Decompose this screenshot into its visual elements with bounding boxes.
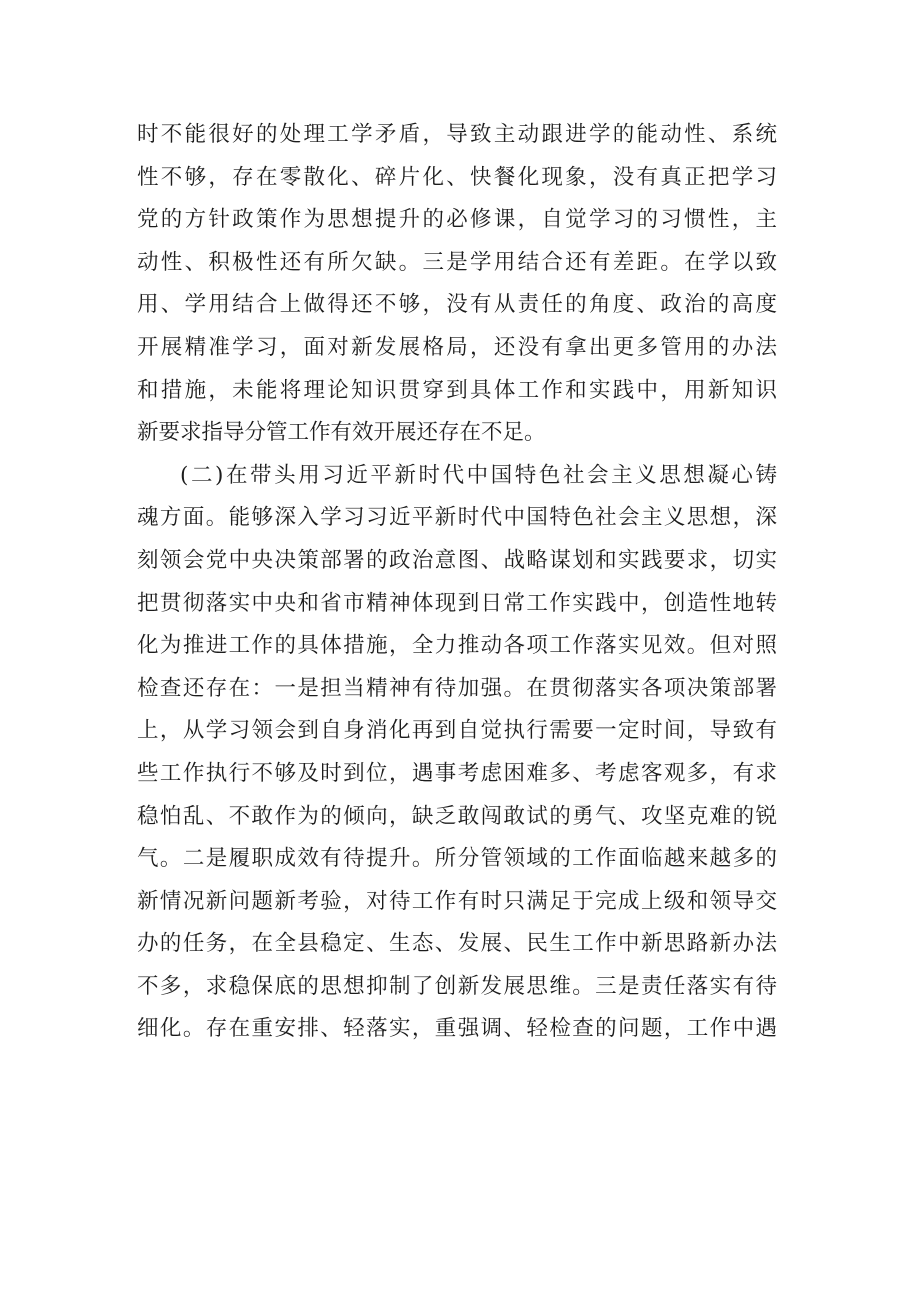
- text-line: 用、学用结合上做得还不够，没有从责任的角度、政治的高度: [137, 292, 777, 318]
- text-line: 稳怕乱、不敢作为的倾向，缺乏敢闯敢试的勇气、攻坚克难的锐: [137, 803, 777, 829]
- text-line: 把贯彻落实中央和省市精神体现到日常工作实践中，创造性地转: [137, 590, 777, 616]
- text-line: 化为推进工作的具体措施，全力推动各项工作落实见效。但对照: [137, 633, 777, 659]
- text-line: 动性、积极性还有所欠缺。三是学用结合还有差距。在学以致: [137, 249, 777, 275]
- text-line: 办的任务，在全县稳定、生态、发展、民生工作中新思路新办法: [137, 931, 777, 957]
- text-line: 细化。存在重安排、轻落实，重强调、轻检查的问题，工作中遇: [137, 1016, 777, 1042]
- text-line: 检查还存在：一是担当精神有待加强。在贯彻落实各项决策部署: [137, 675, 777, 701]
- text-line: 开展精准学习，面对新发展格局，还没有拿出更多管用的办法: [137, 334, 777, 360]
- text-line: 性不够，存在零散化、碎片化、快餐化现象，没有真正把学习: [137, 164, 777, 190]
- text-line: 上，从学习领会到自身消化再到自觉执行需要一定时间，导致有: [137, 718, 777, 744]
- text-line: 党的方针政策作为思想提升的必修课，自觉学习的习惯性，主: [137, 207, 777, 233]
- text-line: 时不能很好的处理工学矛盾，导致主动跟进学的能动性、系统: [137, 122, 777, 147]
- section-heading-line: (二)在带头用习近平新时代中国特色社会主义思想凝心铸: [180, 462, 777, 488]
- text-line: 和措施，未能将理论知识贯穿到具体工作和实践中，用新知识: [137, 377, 777, 403]
- text-line: 不多，求稳保底的思想抑制了创新发展思维。三是责任落实有待: [137, 973, 777, 999]
- text-line: 新情况新问题新考验，对待工作有时只满足于完成上级和领导交: [137, 888, 777, 914]
- body-text: [137, 114, 777, 1051]
- text-line: 些工作执行不够及时到位，遇事考虑困难多、考虑客观多，有求: [137, 760, 777, 786]
- text-line: 魂方面。能够深入学习习近平新时代中国特色社会主义思想，深: [137, 505, 777, 531]
- text-line: 新要求指导分管工作有效开展还存在不足。: [137, 420, 546, 446]
- text-line: 刻领会党中央决策部署的政治意图、战略谋划和实践要求，切实: [137, 547, 777, 573]
- text-line: 气。二是履职成效有待提升。所分管领域的工作面临越来越多的: [137, 846, 777, 872]
